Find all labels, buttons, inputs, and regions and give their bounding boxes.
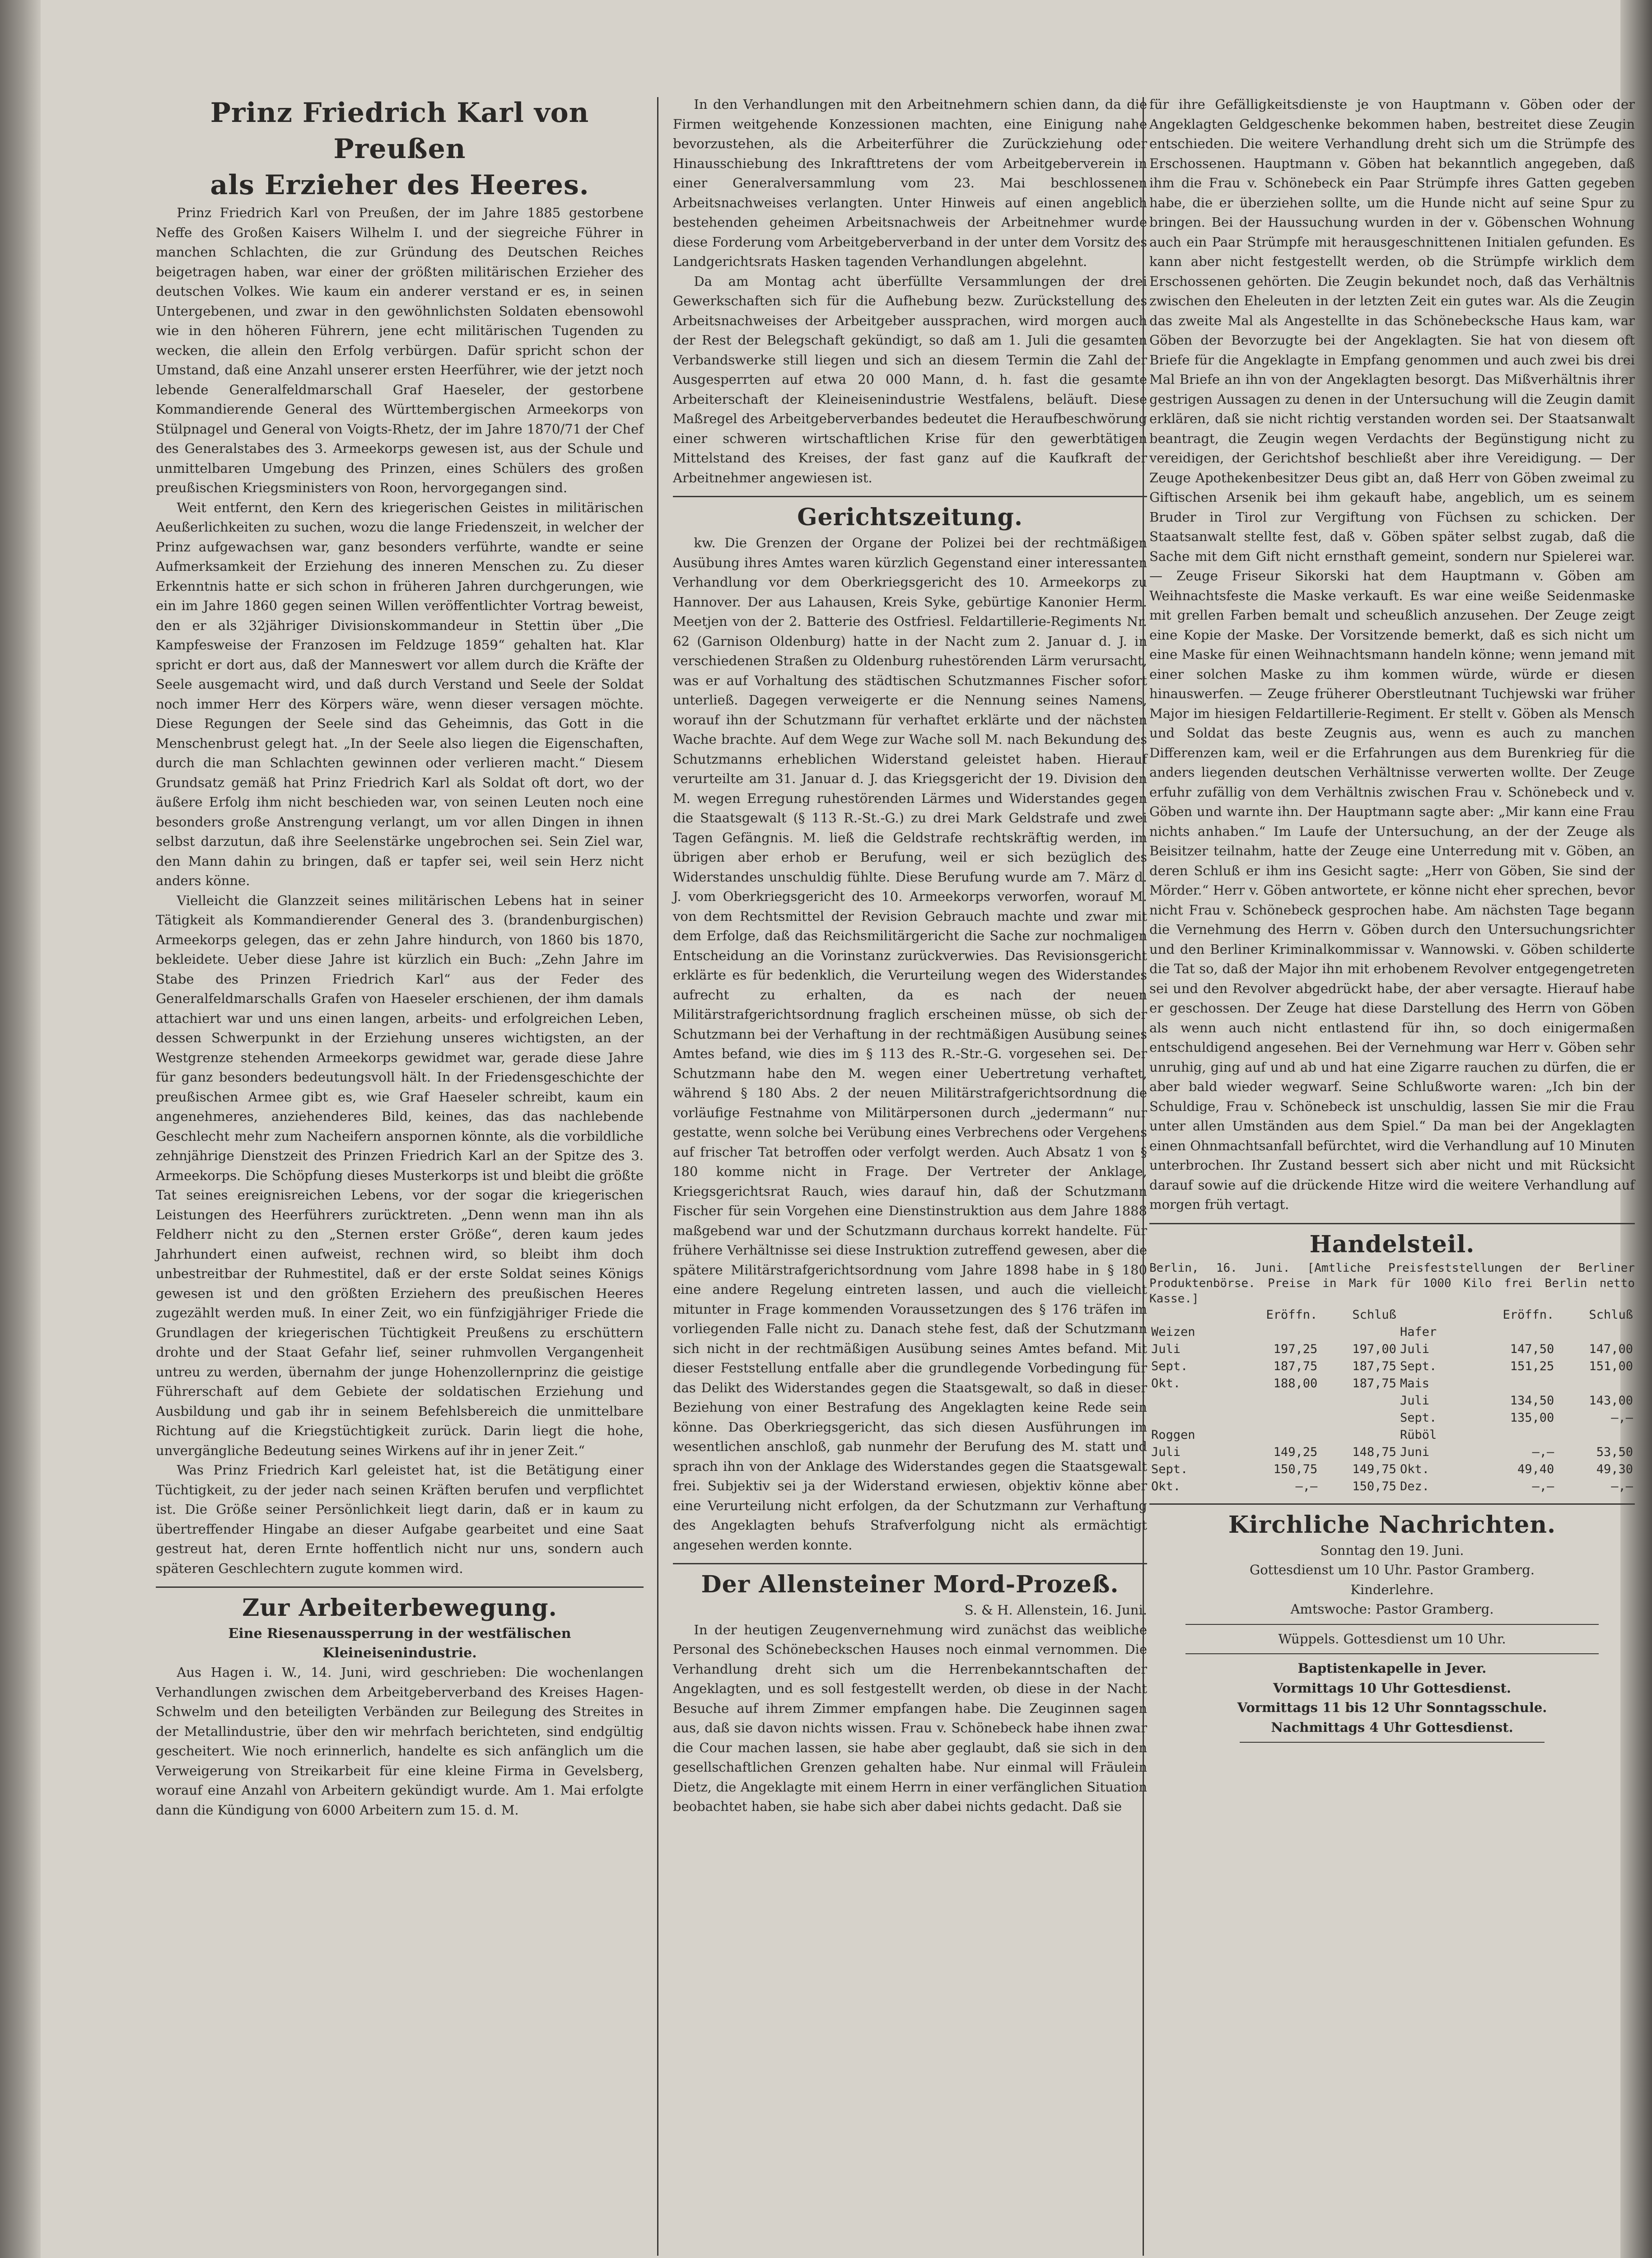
article-paragraph: kw. Die Grenzen der Organe der Polizei bei der rechtmäßigen Ausübung ihres Amtes waren kürzlich Gegenstand einer interessanten Verhandlung vor dem Oberkriegsgericht des 10. Armeekorps zu Hannover. Der aus Lahausen, Kreis Syke, gebürtige Kanonier Herm. Meetjen von der 2. Batterie des Ostfriesl. Feldartillerie-Regiments Nr. 62 (Garnison Oldenburg) hatte in der Nacht zum 2. Januar d. J. in verschiedenen Straßen zu Oldenburg ruhestörenden Lärm verursacht, was er auf Vorhaltung des städtischen Schutzmannes Fischer sofort unterließ. Dagegen verweigerte er die Nennung seines Namens, worauf ihn der Schutzmann für verhaftet erklärte und der nächsten Wache brachte. Auf dem Wege zur Wache soll M. nach Bekundung des Schutzmanns erheblichen Widerstand geleistet haben. Hierauf verurteilte am 31. Januar d. J. das Kriegsgericht der 19. Division den M. wegen Erregung ruhestörenden Lärmes und Widerstandes gegen die Staatsgewalt (§ 113 R.-St.-G.) zu drei Mark Geldstrafe und zwei Tagen Gefängnis. M. ließ die Geldstrafe rechtskräftig werden, im übrigen aber erhob er Berufung, weil er sich bezüglich des Widerstandes unschuldig fühlte. Diese Berufung wurde am 7. März d. J. vom Oberkriegsgericht des 10. Armeekorps verworfen, worauf M. von dem Rechtsmittel der Revision Gebrauch machte und zwar mit dem Erfolge, daß das Reichsmilitärgericht die Sache zur nochmaligen Entscheidung an die Vorinstanz zurückverwies. Das Revisionsgericht erklärte es für bedenklich, die Verurteilung wegen des Widerstandes aufrecht zu erhalten, da es nach der neuen Militärstrafgerichtsordnung fraglich erscheinen müsse, ob sich der Schutzmann bei der Verhaftung in der rechtmäßigen Ausübung seines Amtes befand, wie dies im § 113 des R.-Str.-G. vorgesehen sei. Der Schutzmann habe den M. wegen einer Uebertretung verhaftet, während § 180 Abs. 2 der neuen Militärstrafgerichtsordnung die vorläufige Festnahme von Militärpersonen durch „jedermann“ nur gestatte, wenn solche bei Verübung eines Verbrechens oder Vergehens auf frischer Tat betroffen oder verfolgt werden. Auch Absatz 1 von § 180 komme nicht in Frage. Der Vertreter der Anklage, Kriegsgerichtsrat Rauch, wies darauf hin, daß der Schutzmann Fischer für sein Vorgehen eine Dienstinstruktion aus dem Jahre 1888 maßgebend war und der Schutzmann durchaus korrekt handelte. Für frühere Verhältnisse sei diese Instruktion zutreffend gewesen, aber die spätere Militärstrafgerichtsordnung vom Jahre 1898 habe in § 180 eine andere Regelung eintreten lassen, und auch die vielleicht mitunter in Frage kommenden Voraussetzungen des § 176 träfen im vorliegenden Falle nicht zu. Danach stehe fest, daß der Schutzmann sich nicht in der rechtmäßigen Ausübung seines Amtes befand. Mit dieser Feststellung entfalle aber die grundlegende Vorbedingung für das Delikt des Widerstandes gegen die Staatsgewalt, so daß in dieser Beziehung von einer Bestrafung des Angeklagten keine Rede sein könne. Das Oberkriegsgericht, das sich diesen Ausführungen im wesentlichen anschloß, gab nunmehr der Berufung des M. statt und sprach ihn von der Anklage des Widerstandes gegen die Staatsgewalt frei. Subjektiv sei ja der Widerstand erwiesen, objektiv könne aber eine Verurteilung nicht erfolgen, da der Schutzmann zur Verhaftung des Angeklagten behufs Strafverfolgung nicht als ermächtigt angesehen werden konnte. [673,535,1147,1553]
table-row [1149,1358,1635,1375]
price-open [1465,1427,1556,1444]
market-price-table [1149,1306,1635,1495]
notice-divider [1240,1742,1545,1743]
article-paragraph: Was Prinz Friedrich Karl geleistet hat, ist die Betätigung einer Tüchtigkeit, zu der jeder nach seinen Kräften berufen und verpflichtet ist. Die Größe seiner Persönlichkeit liegt darin, daß er in kaum zu übertreffender Hingabe an dieser Aufgabe gearbeitet und eine Saat gestreut hat, deren Ernte hoffentlich nicht nur uns, sondern auch späteren Geschlechtern zugute kommen wird. [156,1462,644,1576]
price-open: 134,50 [1510,1393,1554,1408]
price-open: —,— [1295,1479,1318,1493]
table-row [1149,1444,1635,1461]
notice-divider [1185,1624,1599,1625]
table-row [1149,1461,1635,1478]
article-paragraph: Vielleicht die Glanzzeit seines militärischen Lebens hat in seiner Tätigkeit als Kommandierender General des 3. (brandenburgischen) Armeekorps gelegen, das er zehn Jahre hindurch, von 1860 bis 1870, bekleidete. Ueber diese Jahre ist kürzlich ein Buch: „Zehn Jahre im Stabe des Prinzen Friedrich Karl“ aus der Feder des Generalfeldmarschalls Grafen von Haeseler erschienen, der ihm damals attachiert war und uns einen langen, arbeits- und erfolgreichen Leben, dessen Schwerpunkt in der Erziehung unseres wichtigsten, an der Westgrenze stehenden Armeekorps gewidmet war, gerade diese Jahre für ganz besonders bedeutungsvoll hält. In der Friedensgeschichte der preußischen Armee gibt es, wie Graf Haeseler schreibt, kaum ein angenehmeres, anziehenderes Bild, keines, das das nachlebende Geschlecht mehr zum Nacheifern anspornen könnte, als die vorbildliche zehnjährige Dienstzeit des Prinzen Friedrich Karl an der Spitze des 3. Armeekorps. Die Schöpfung dieses Musterkorps ist und bleibt die größte Tat seines ereignisreichen Lebens, vor der sogar die kriegerischen Leistungen des Heerführers zurücktreten. „Denn wenn man ihn als Feldherr nicht zu den „Sternen erster Größe“, deren kaum jedes Jahrhundert einen aufweist, rechnen wird, so bleibt ihm doch unbestreitbar der Ruhmestitel, daß er der erste Soldat seines Königs gewesen ist und den größten Erziehern des preußischen Heeres zugezählt werden muß. In einer Zeit, wo ein fünfzigjähriger Friede die Grundlagen der kriegerischen Tüchtigkeit Preußens zu erschüttern drohte und der Staat Gefahr lief, seiner ruhmvollen Vergangenheit untreu zu werden, übernahm der junge Hohenzollernprinz die geistige Führerschaft auf dem Gebiete der soldatischen Erziehung und Ausbildung und gab ihr in seinem Befehlsbereich die unmittelbare Richtung auf die Kriegstüchtigkeit zurück. Darin liegt die hohe, unvergängliche Bedeutung seines Wirkens auf ihr in jener Zeit.“ [156,892,644,1458]
price-open: 188,00 [1273,1376,1318,1390]
section-divider [1149,1503,1635,1505]
table-row [1149,1341,1635,1358]
column-header-close: Schluß [1589,1307,1633,1322]
price-open: 147,50 [1510,1342,1554,1356]
section-divider [673,496,1147,497]
commodity-label: Sept. [1151,1359,1188,1373]
article-paragraph: Weit entfernt, den Kern des kriegerischen Geistes in militärischen Aeußerlichkeiten zu suchen, wozu die lange Friedenszeit, in welcher der Prinz aufgewachsen war, ganz besonders verführte, wandte er seine Aufmerksamkeit der Erziehung des inneren Menschen zu. Zu dieser Erkenntnis hatte er sich schon in früheren Jahren durchgerungen, wie ein im Jahre 1860 gegen seinen Willen veröffentlichter Vortrag beweist, den er als 32jähriger Divisionskommandeur in Stettin über „Die Kampfesweise der Franzosen im Feldzuge 1859“ gehalten hat. Klar spricht er dort aus, daß der Manneswert vor allem durch die Kräfte der Seele ausgemacht wird, und daß durch Verstand und Seele der Soldat noch immer Herr des Körpers wäre, wenn dieser versagen möchte. Diese Regungen der Seele sind das Geheimnis, das Gott in die Menschenbrust gelegt hat. „In der Seele also liegen die Eigenschaften, durch die man Schlachten gewinnen oder verlieren macht.“ Diesem Grundsatz gemäß hat Prinz Friedrich Karl als Soldat oft dort, wo der äußere Erfolg ihm nicht beschieden war, von seinen Leuten noch eine besonders große Anstrengung verlangt, um vor allen Dingen in ihnen selbst darzutun, daß ihre Seelenstärke ungebrochen sei. Sein Ziel war, den Mann dahin zu bringen, daß er tapfer sei, weil sein Herz nicht anders könne. [156,499,644,888]
price-close: 187,75 [1352,1376,1396,1390]
commodity-label: Juli [1400,1393,1429,1408]
church-notice: Vormittags 11 bis 12 Uhr Sonntagsschule. [1237,1700,1547,1715]
church-notice: Wüppels. Gottesdienst um 10 Uhr. [1278,1631,1506,1647]
commodity-label: Weizen [1151,1325,1195,1339]
price-open: 187,75 [1273,1359,1318,1373]
section-divider [1149,1223,1635,1224]
commodity-label: Sept. [1400,1410,1437,1425]
table-row [1149,1324,1635,1341]
price-open: —,— [1532,1445,1554,1459]
church-notice: Gottesdienst um 10 Uhr. Pastor Gramberg. [1250,1562,1535,1577]
price-open: 197,25 [1273,1342,1318,1356]
church-notice: Kinderlehre. [1350,1582,1434,1597]
price-open [1465,1324,1556,1341]
commodity-label: Sept. [1400,1359,1437,1373]
church-notice: Sonntag den 19. Juni. [1320,1542,1464,1558]
column-1 [156,95,644,1820]
market-intro: Berlin, 16. Juni. [Amtliche Preisfeststellungen der Berliner Produktenbörse. Preise in Mark für 1000 Kilo frei Berlin netto Kasse.] [1149,1261,1635,1306]
column-header-close: Schluß [1352,1307,1396,1322]
commodity-label: Juli [1151,1445,1181,1459]
article-heading-line1: Prinz Friedrich Karl von Preußen [210,97,589,165]
price-close [1556,1427,1635,1444]
commodity-label: Mais [1400,1376,1429,1390]
article-paragraph: für ihre Gefälligkeitsdienste je von Hauptmann v. Göben oder der Angeklagten Geldgeschenke bekommen haben, bestreitet diese Zeugin entschieden. Die weitere Verhandlung dreht sich um die Strümpfe des Erschossenen. Hauptmann v. Göben hat bekanntlich angegeben, daß ihm die Frau v. Schönebeck ein Paar Strümpfe ihres Gatten gegeben habe, die er überziehen sollte, um die Hunde nicht auf seine Spur zu bringen. Bei der Haussuchung wurden in der v. Göbenschen Wohnung auch ein Paar Strümpfe mit herausgeschnittenen Initialen gefunden. Es kann aber nicht festgestellt werden, ob die Strümpfe wirklich dem Erschossenen gehörten. Die Zeugin bekundet noch, daß das Verhältnis zwischen den Eheleuten in der letzten Zeit ein gutes war. Als die Zeugin das zweite Mal als Angestellte in das Schönebecksche Haus kam, war Göben der Bevorzugte bei der Angeklagten. Sie hat von diesem oft Briefe für die Angeklagte in Empfang genommen und auch zwei bis drei Mal Briefe an ihn von der Angeklagten besorgt. Das Mißverhältnis ihrer gestrigen Aussagen zu denen in der Untersuchung will die Zeugin damit erklären, daß sie nicht richtig verstanden worden sei. Der Staatsanwalt beantragt, die Zeugin wegen Verdachts der Begünstigung nicht zu vereidigen, der Gerichtshof beschließt aber ihre Vereidigung. — Der Zeuge Apothekenbesitzer Deus gibt an, daß Herr von Göben zweimal zu Giftischen Arsenik bei ihm gekauft habe, angeblich, um es seinem Bruder in Tirol zur Vergiftung von Füchsen zu schicken. Der Staatsanwalt stellte fest, daß v. Göben später selbst zugab, daß die Sache mit dem Gift nicht ernsthaft gemeint, sondern nur Spielerei war. — Zeuge Friseur Sikorski hat dem Hauptmann v. Göben am Weihnachtsfeste die Maske verkauft. Es war eine weiße Seidenmaske mit grellen Farben bemalt und scheußlich anzusehen. Der Zeuge zeigt eine Kopie der Maske. Der Vorsitzende bemerkt, daß es sich nicht um eine Maske für einen Weihnachtsmann handeln könne; wenn jemand mit einer solchen Maske zu ihm kommen würde, würde er diesen hinauswerfen. — Zeuge früherer Oberstleutnant Tuchjewski war früher Major im hiesigen Feldartillerie-Regiment. Er stellt v. Göben als Mensch und Soldat das beste Zeugnis aus, wenn es auch zu manchen Differenzen kam, weil er die Erfahrungen aus dem Burenkrieg für die anders liegenden deutschen Verhältnisse verwerten wollte. Der Zeuge erfuhr zufällig von dem Verhältnis zwischen Frau v. Schönebeck und v. Göben und warnte ihn. Der Hauptmann sagte aber: „Mir kann eine Frau nichts anhaben.“ Im Laufe der Untersuchung, an der der Zeuge als Beisitzer teilnahm, hatte der Zeuge eine Unterredung mit v. Göben, an deren Schluß er ihm ins Gesicht sagte: „Herr von Göben, Sie sind der Mörder.“ Herr v. Göben antwortete, er könne nicht eher sprechen, bevor nicht Frau v. Schönebeck gesprochen habe. Am nächsten Tage begann die Vernehmung des Herrn v. Göben durch den Untersuchungsrichter und den Berliner Kriminalkommissar v. Wannowski. v. Göben schilderte die Tat so, daß der Major ihn mit erhobenem Revolver entgegengetreten sei und den Revolver abgedrückt habe, der aber versagte. Hierauf habe er geschossen. Der Zeuge hat diese Darstellung des Herrn von Göben als wenn auch nicht entlastend für ihn, so doch einigermaßen entschuldigend angesehen. Bei der Vernehmung war Herr v. Göben sehr unruhig, ging auf und ab und hat eine Zigarre rauchen zu dürfen, die er aber bald wieder wegwarf. Seine Schlußworte waren: „Ich bin der Schuldige, Frau v. Schönebeck ist unschuldig, lassen Sie mir die Frau unter allen Umständen aus dem Spiel.“ Da man bei der Angeklagten einen Ohnmachtsanfall befürchtet, wird die Verhandlung auf 10 Minuten unterbrochen. Ihr Zustand bessert sich aber nicht und mit Rücksicht darauf sowie auf die drückende Hitze wird die weitere Verhandlung auf morgen früh vertagt. [1149,97,1635,1212]
commodity-label: Hafer [1400,1325,1437,1339]
price-open [1228,1392,1320,1409]
column-header-open: Eröffn. [1266,1307,1318,1322]
column-header-open: Eröffn. [1503,1307,1554,1322]
table-header-row [1149,1306,1635,1324]
commodity-label: Sept. [1151,1462,1188,1476]
article-paragraph: In den Verhandlungen mit den Arbeitnehmern schien dann, da die Firmen weitgehende Konzessionen machten, eine Einigung nahe bevorzustehen, als die Arbeiterführer die Zurückziehung oder Hinausschiebung des Inkrafttretens der vom Arbeitgeberverein in einer Generalversammlung vom 23. Mai beschlossenen Arbeitsnachweises verlangten. Unter Hinweis auf einen angeblich bestehenden geheimen Arbeitsnachweis der Arbeitnehmer wurde diese Forderung vom Arbeitgeberverband in der unter dem Vorsitz des Landgerichtsrats Hasken tagenden Verhandlungen abgelehnt. [673,97,1147,269]
price-open [1228,1427,1320,1444]
section-heading: Gerichtszeitung. [797,504,1023,531]
table-row [1149,1478,1635,1495]
price-open [1228,1324,1320,1341]
commodity-label: Roggen [1151,1428,1195,1442]
section-heading: Handelsteil. [1309,1230,1475,1258]
price-open: 151,25 [1510,1359,1554,1373]
price-close [1319,1427,1398,1444]
price-close [1319,1324,1398,1341]
book-binding-edge [0,0,41,2258]
price-close: 53,50 [1596,1445,1633,1459]
price-close: 197,00 [1352,1342,1396,1356]
price-close: 147,00 [1589,1342,1633,1356]
notice-divider [1185,1653,1599,1654]
commodity-label: Juli [1151,1342,1181,1356]
price-open: —,— [1532,1479,1554,1493]
price-close: 151,00 [1589,1359,1633,1373]
commodity-label [1149,1409,1228,1427]
price-close: 148,75 [1352,1445,1396,1459]
commodity-label: Juni [1400,1445,1429,1459]
article-paragraph: Prinz Friedrich Karl von Preußen, der im Jahre 1885 gestorbene Neffe des Großen Kaisers Wilhelm I. und der siegreiche Führer in manchen Schlachten, die zur Gründung des Deutschen Reiches beigetragen haben, war einer der größten militärischen Erzieher des deutschen Volkes. Wie kaum ein anderer verstand er es, in seinen Untergebenen, und zwar in den gewöhnlichsten Soldaten ebensowohl wie in den höheren Führern, jene echt militärischen Tugenden zu wecken, die allein den Erfolg verbürgen. Dafür spricht schon der Umstand, daß eine Anzahl unserer ersten Heerführer, wie der jetzt noch lebende Generalfeldmarschall Graf Haeseler, der gestorbene Kommandierende General des Württembergischen Armeekorps von Stülpnagel und General von Voigts-Rhetz, der im Jahre 1870/71 der Chef des Generalstabes des 3. Armeekorps gewesen ist, aus der Schule und unmittelbaren Umgebung des Prinzen, eines Schülers des großen preußischen Kriegsministers von Roon, hervorgegangen sind. [156,205,644,495]
church-notice: Amtswoche: Pastor Gramberg. [1290,1601,1494,1617]
section-subheading: Eine Riesenaussperrung in der westfälischen Kleineisenindustrie. [228,1626,571,1661]
price-close: 149,75 [1352,1462,1396,1476]
price-close [1556,1375,1635,1392]
section-divider [156,1586,644,1588]
price-close: 143,00 [1589,1393,1633,1408]
church-notice: Nachmittags 4 Uhr Gottesdienst. [1271,1719,1513,1735]
commodity-label: Okt. [1151,1479,1181,1493]
section-heading: Zur Arbeiterbewegung. [242,1594,557,1622]
commodity-label: Dez. [1400,1479,1429,1493]
commodity-label: Rüböl [1400,1428,1437,1442]
price-close [1319,1409,1398,1427]
column-3 [1149,95,1635,1747]
article-paragraph: Aus Hagen i. W., 14. Juni, wird geschrieben: Die wochenlangen Verhandlungen zwischen dem Arbeitgeberverband des Kreises Hagen-Schwelm und den beteiligten Verbänden zur Beilegung des Streites in der Metallindustrie, über den wir mehrfach berichteten, sind endgültig gescheitert. Wie noch erinnerlich, handelte es sich anfänglich um die Verweigerung von Streikarbeit für eine kleine Firma in Gevelsberg, worauf eine Anzahl von Arbeitern gekündigt wurde. Am 1. Mai erfolgte dann die Kündigung von 6000 Arbeitern zum 15. d. M. [156,1665,644,1818]
table-row [1149,1392,1635,1409]
price-close [1556,1324,1635,1341]
price-close [1319,1392,1398,1409]
price-open [1228,1409,1320,1427]
commodity-label: Juli [1400,1342,1429,1356]
price-open: 135,00 [1510,1410,1554,1425]
church-notice: Vormittags 10 Uhr Gottesdienst. [1273,1680,1511,1696]
price-close: —,— [1611,1410,1633,1425]
section-heading: Kirchliche Nachrichten. [1228,1511,1556,1539]
price-open: 49,40 [1517,1462,1554,1476]
column-2 [673,95,1147,1817]
section-divider [673,1563,1147,1564]
price-open: 149,25 [1273,1445,1318,1459]
commodity-label [1149,1392,1228,1409]
dateline: S. & H. Allenstein, 16. Juni. [964,1602,1147,1618]
column-rule-left [657,97,658,2256]
article-paragraph: In der heutigen Zeugenvernehmung wird zunächst das weibliche Personal des Schönebeckschen Hauses noch einmal vernommen. Die Verhandlung dreht sich um die Herrenbekanntschaften der Angeklagten, und es soll festgestellt werden, ob diese in der Nacht Besuche auf ihrem Zimmer empfangen habe. Die Zeuginnen sagen aus, daß sie davon nichts wissen. Frau v. Schönebeck habe ihnen zwar die Cour machen lassen, sie habe aber geglaubt, daß sie sich in den gesellschaftlichen Grenzen gehalten habe. Nur einmal will Fräulein Dietz, die Angeklagte mit einem Herrn in einer verfänglichen Situation beobachtet haben, sie habe sich aber dabei nichts gedacht. Daß sie [673,1622,1147,1814]
commodity-label: Okt. [1151,1376,1181,1390]
price-open: 150,75 [1273,1462,1318,1476]
price-open [1465,1375,1556,1392]
price-close: 187,75 [1352,1359,1396,1373]
table-row [1149,1375,1635,1392]
church-notice: Baptistenkapelle in Jever. [1297,1661,1487,1676]
commodity-label: Okt. [1400,1462,1429,1476]
article-paragraph: Da am Montag acht überfüllte Versammlungen der drei Gewerkschaften sich für die Aufhebung bezw. Zurückstellung des Arbeitsnachweises der Arbeitgeber aussprachen, wird morgen auch der Rest der Belegschaft gekündigt, so daß am 1. Juli die gesamten Verbandswerke still liegen und sich an diesem Termin die Zahl der Ausgesperrten auf etwa 20 000 Mann, d. h. fast die gesamte Arbeiterschaft der Kleineisenindustrie Westfalens, beläuft. Diese Maßregel des Arbeitgeberverbandes bedeutet die Heraufbeschwörung einer schweren wirtschaftlichen Krise für den gewerbtätigen Mittelstand des Kreises, der fast ganz auf die Kaufkraft der Arbeitnehmer angewiesen ist. [673,273,1147,485]
section-heading: Der Allensteiner Mord-Prozeß. [701,1571,1119,1598]
table-row [1149,1409,1635,1427]
price-close: 150,75 [1352,1479,1396,1493]
table-row [1149,1427,1635,1444]
price-close: —,— [1611,1479,1633,1493]
article-heading-line2: als Erzieher des Heeres. [210,169,589,201]
price-close: 49,30 [1596,1462,1633,1476]
